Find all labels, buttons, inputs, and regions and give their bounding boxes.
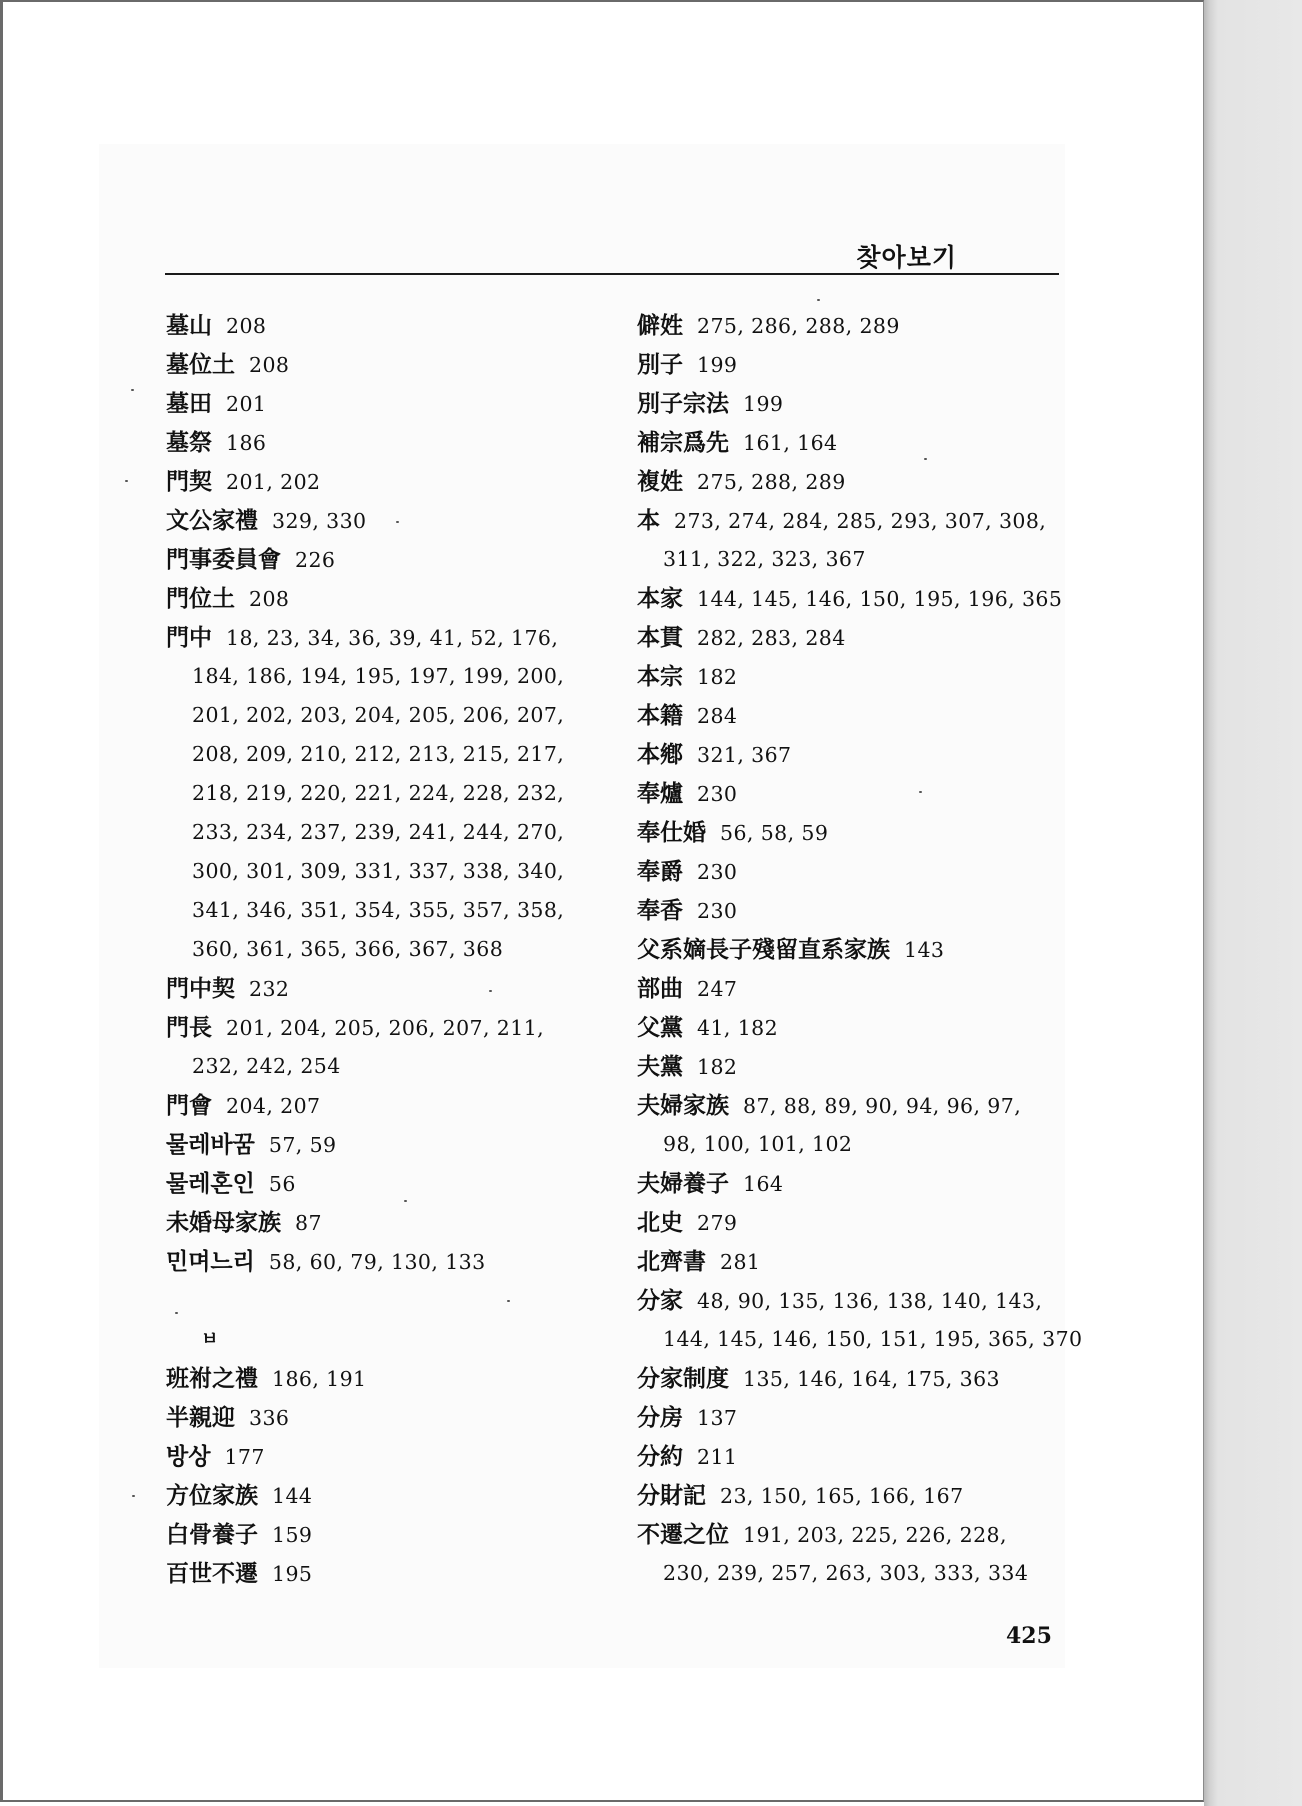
- index-entry-continuation: [166, 891, 606, 930]
- index-entry-continuation: [166, 852, 606, 891]
- index-entry: [166, 1515, 606, 1554]
- index-entry: [637, 1047, 1077, 1086]
- index-term: 本籍: [637, 702, 683, 729]
- index-entry: [166, 969, 606, 1008]
- index-term: 僻姓: [637, 312, 683, 339]
- index-pages: 48, 90, 135, 136, 138, 140, 143,: [697, 1289, 1043, 1313]
- index-pages: 321, 367: [697, 743, 792, 767]
- index-term: 門位土: [166, 585, 235, 612]
- index-entry: [637, 1008, 1077, 1047]
- index-entry: [637, 735, 1077, 774]
- index-entry: [637, 345, 1077, 384]
- index-entry: [637, 852, 1077, 891]
- index-entry: [166, 501, 606, 540]
- page-header-title: 찾아보기: [856, 243, 957, 272]
- index-pages: 232, 242, 254: [192, 1054, 341, 1078]
- index-pages: 182: [697, 665, 738, 689]
- index-term: 分家: [637, 1287, 683, 1314]
- index-entry: [166, 1359, 606, 1398]
- index-pages: 208: [249, 587, 290, 611]
- index-term: 部曲: [637, 975, 683, 1002]
- index-term: 奉爵: [637, 858, 683, 885]
- index-term: 別子宗法: [637, 390, 729, 417]
- index-pages: 159: [272, 1523, 313, 1547]
- index-entry: [166, 1554, 606, 1593]
- index-term: 門中契: [166, 975, 235, 1002]
- index-entry: [637, 1281, 1077, 1320]
- index-pages: 182: [697, 1055, 738, 1079]
- index-pages: 282, 283, 284: [697, 626, 846, 650]
- index-term: 門契: [166, 468, 212, 495]
- index-term: 夫婦家族: [637, 1092, 729, 1119]
- index-pages: 281: [720, 1250, 761, 1274]
- index-entry-continuation: [637, 1125, 1077, 1164]
- index-column-right: [637, 306, 1083, 1593]
- index-term: 本: [637, 507, 660, 534]
- index-entry: [637, 813, 1077, 852]
- index-pages: 56, 58, 59: [720, 821, 829, 845]
- index-term: 父系嫡長子殘留直系家族: [637, 936, 890, 963]
- index-entry-continuation: [637, 540, 1077, 579]
- index-pages: 329, 330: [272, 509, 367, 533]
- index-pages: 208: [226, 314, 267, 338]
- index-entry: [637, 384, 1077, 423]
- index-pages: 311, 322, 323, 367: [663, 547, 866, 571]
- index-pages: 275, 286, 288, 289: [697, 314, 900, 338]
- index-term: 물레바꿈: [166, 1131, 255, 1158]
- index-entry: [637, 930, 1077, 969]
- index-pages: 226: [295, 548, 336, 572]
- scan-speck: [404, 1200, 407, 1202]
- index-pages: 201, 204, 205, 206, 207, 211,: [226, 1016, 545, 1040]
- index-term: 민며느리: [166, 1248, 255, 1275]
- index-entry: [166, 618, 606, 657]
- index-pages: 18, 23, 34, 36, 39, 41, 52, 176,: [226, 626, 559, 650]
- index-term: 本鄕: [637, 741, 683, 768]
- index-term: 分約: [637, 1443, 683, 1470]
- index-entry: [166, 1086, 606, 1125]
- index-entry: [637, 1242, 1077, 1281]
- index-term: 父黨: [637, 1014, 683, 1041]
- index-term: 百世不遷: [166, 1560, 258, 1587]
- index-pages: 199: [743, 392, 784, 416]
- index-pages: 164: [743, 1172, 784, 1196]
- index-term: 墓祭: [166, 429, 212, 456]
- index-entry-continuation: [166, 813, 606, 852]
- index-term: 本家: [637, 585, 683, 612]
- index-term: 本貫: [637, 624, 683, 651]
- index-pages: 98, 100, 101, 102: [663, 1132, 853, 1156]
- index-entry: [166, 1242, 606, 1281]
- index-entry: [166, 1203, 606, 1242]
- index-term: 分家制度: [637, 1365, 729, 1392]
- index-entry-continuation: [166, 657, 606, 696]
- index-entry: [166, 1125, 606, 1164]
- index-term: 北齊書: [637, 1248, 706, 1275]
- index-entry: [166, 306, 606, 345]
- index-pages: 341, 346, 351, 354, 355, 357, 358,: [192, 898, 565, 922]
- index-pages: 230: [697, 782, 738, 806]
- index-pages: 230: [697, 860, 738, 884]
- index-entry-continuation: [166, 735, 606, 774]
- index-term: 방상: [166, 1443, 211, 1470]
- index-term: 白骨養子: [166, 1521, 258, 1548]
- index-entry: [166, 345, 606, 384]
- index-term: 墓山: [166, 312, 212, 339]
- index-pages: 199: [697, 353, 738, 377]
- section-letter: ㅂ: [201, 1329, 219, 1350]
- index-entry-continuation: [166, 930, 606, 969]
- index-entry: [637, 1203, 1077, 1242]
- index-pages: 233, 234, 237, 239, 241, 244, 270,: [192, 820, 565, 844]
- index-pages: 275, 288, 289: [697, 470, 846, 494]
- scan-speck: [919, 791, 922, 793]
- index-pages: 186, 191: [272, 1367, 367, 1391]
- index-term: 文公家禮: [166, 507, 258, 534]
- index-entry: [166, 1437, 606, 1476]
- scan-speck: [396, 521, 399, 523]
- index-pages: 284: [697, 704, 738, 728]
- index-entry-continuation: [166, 696, 606, 735]
- index-pages: 144, 145, 146, 150, 195, 196, 365: [697, 587, 1063, 611]
- scan-speck: [125, 480, 128, 482]
- index-entry: [637, 891, 1077, 930]
- index-term: 補宗爲先: [637, 429, 729, 456]
- index-term: 分財記: [637, 1482, 706, 1509]
- index-pages: 232: [249, 977, 290, 1001]
- index-pages: 137: [697, 1406, 738, 1430]
- index-pages: 144, 145, 146, 150, 151, 195, 365, 370: [663, 1327, 1083, 1351]
- section-gap: [166, 1281, 606, 1320]
- index-entry: [637, 1515, 1077, 1554]
- index-pages: 230, 239, 257, 263, 303, 333, 334: [663, 1561, 1029, 1585]
- index-pages: 135, 146, 164, 175, 363: [743, 1367, 1000, 1391]
- index-pages: 201, 202, 203, 204, 205, 206, 207,: [192, 703, 565, 727]
- index-entry: [637, 1164, 1077, 1203]
- index-term: 門事委員會: [166, 546, 281, 573]
- index-pages: 211: [697, 1445, 738, 1469]
- index-entry: [166, 1008, 606, 1047]
- index-pages: 208: [249, 353, 290, 377]
- index-entry: [166, 579, 606, 618]
- index-pages: 336: [249, 1406, 290, 1430]
- index-entry: [637, 657, 1077, 696]
- index-term: 奉仕婚: [637, 819, 706, 846]
- index-entry: [637, 1437, 1077, 1476]
- scan-speck: [131, 389, 134, 391]
- index-entry: [166, 384, 606, 423]
- index-pages: 247: [697, 977, 738, 1001]
- index-term: 奉香: [637, 897, 683, 924]
- index-entries-right: [637, 306, 1083, 1593]
- index-pages: 208, 209, 210, 212, 213, 215, 217,: [192, 742, 565, 766]
- index-entry: [637, 1086, 1077, 1125]
- index-pages: 230: [697, 899, 738, 923]
- index-pages: 201, 202: [226, 470, 321, 494]
- index-term: 門長: [166, 1014, 212, 1041]
- index-entries-b: [166, 1359, 606, 1593]
- index-pages: 300, 301, 309, 331, 337, 338, 340,: [192, 859, 565, 883]
- index-pages: 204, 207: [226, 1094, 321, 1118]
- index-pages: 195: [272, 1562, 313, 1586]
- index-entry: [637, 579, 1077, 618]
- index-entry: [166, 1476, 606, 1515]
- index-pages: 218, 219, 220, 221, 224, 228, 232,: [192, 781, 565, 805]
- index-term: 北史: [637, 1209, 683, 1236]
- scan-speck: [132, 1495, 135, 1497]
- index-entry-continuation: [637, 1320, 1083, 1359]
- index-term: 不遷之位: [637, 1521, 729, 1548]
- index-pages: 58, 60, 79, 130, 133: [268, 1250, 486, 1274]
- header-rule: [165, 273, 1059, 275]
- index-pages: 279: [697, 1211, 738, 1235]
- index-term: 門中: [166, 624, 212, 651]
- index-term: 分房: [637, 1404, 683, 1431]
- index-term: 물레혼인: [166, 1170, 255, 1197]
- index-pages: 184, 186, 194, 195, 197, 199, 200,: [192, 664, 565, 688]
- index-term: 墓位土: [166, 351, 235, 378]
- page-number: 425: [1006, 1623, 1052, 1649]
- index-pages: 161, 164: [743, 431, 838, 455]
- index-entry: [637, 423, 1077, 462]
- index-entry: [637, 1398, 1077, 1437]
- index-entry-continuation: [166, 774, 606, 813]
- index-entry: [637, 774, 1077, 813]
- index-entry: [166, 423, 606, 462]
- index-pages: 144: [272, 1484, 313, 1508]
- index-entry: [637, 1476, 1077, 1515]
- index-entry: [166, 540, 606, 579]
- scan-speck: [817, 299, 820, 301]
- index-pages: 360, 361, 365, 366, 367, 368: [192, 937, 504, 961]
- index-pages: 23, 150, 165, 166, 167: [720, 1484, 964, 1508]
- index-entry: [637, 462, 1077, 501]
- scan-speck: [507, 1300, 510, 1302]
- index-term: 墓田: [166, 390, 212, 417]
- index-term: 班祔之禮: [166, 1365, 258, 1392]
- index-pages: 87, 88, 89, 90, 94, 96, 97,: [743, 1094, 1022, 1118]
- index-term: 本宗: [637, 663, 683, 690]
- index-term: 方位家族: [166, 1482, 258, 1509]
- index-entry: [637, 696, 1077, 735]
- index-entry: [637, 618, 1077, 657]
- index-term: 半親迎: [166, 1404, 235, 1431]
- index-entry-continuation: [637, 1554, 1077, 1593]
- index-pages: 177: [224, 1445, 265, 1469]
- index-pages: 87: [295, 1211, 322, 1235]
- index-entry: [637, 969, 1077, 1008]
- index-pages: 41, 182: [697, 1016, 779, 1040]
- scan-speck: [489, 990, 492, 992]
- index-pages: 273, 274, 284, 285, 293, 307, 308,: [674, 509, 1047, 533]
- index-entry: [166, 1164, 606, 1203]
- index-pages: 56: [268, 1172, 296, 1196]
- index-entry: [166, 1398, 606, 1437]
- index-entries-m: [166, 306, 606, 1281]
- index-term: 夫婦養子: [637, 1170, 729, 1197]
- scan-speck: [175, 1312, 178, 1314]
- index-entry: [637, 306, 1077, 345]
- index-term: 別子: [637, 351, 683, 378]
- index-entry: [637, 1359, 1077, 1398]
- index-column-left: [166, 306, 606, 1593]
- index-pages: 143: [904, 938, 945, 962]
- index-term: 複姓: [637, 468, 683, 495]
- viewer-gutter: [1204, 0, 1302, 1806]
- scan-speck: [924, 458, 927, 460]
- index-term: 門會: [166, 1092, 212, 1119]
- index-pages: 186: [226, 431, 267, 455]
- index-term: 奉爐: [637, 780, 683, 807]
- index-pages: 191, 203, 225, 226, 228,: [743, 1523, 1007, 1547]
- index-pages: 57, 59: [268, 1133, 337, 1157]
- index-entry: [166, 462, 606, 501]
- index-entry: [637, 501, 1077, 540]
- index-pages: 201: [226, 392, 267, 416]
- index-entry-continuation: [166, 1047, 606, 1086]
- index-term: 未婚母家族: [166, 1209, 281, 1236]
- index-term: 夫黨: [637, 1053, 683, 1080]
